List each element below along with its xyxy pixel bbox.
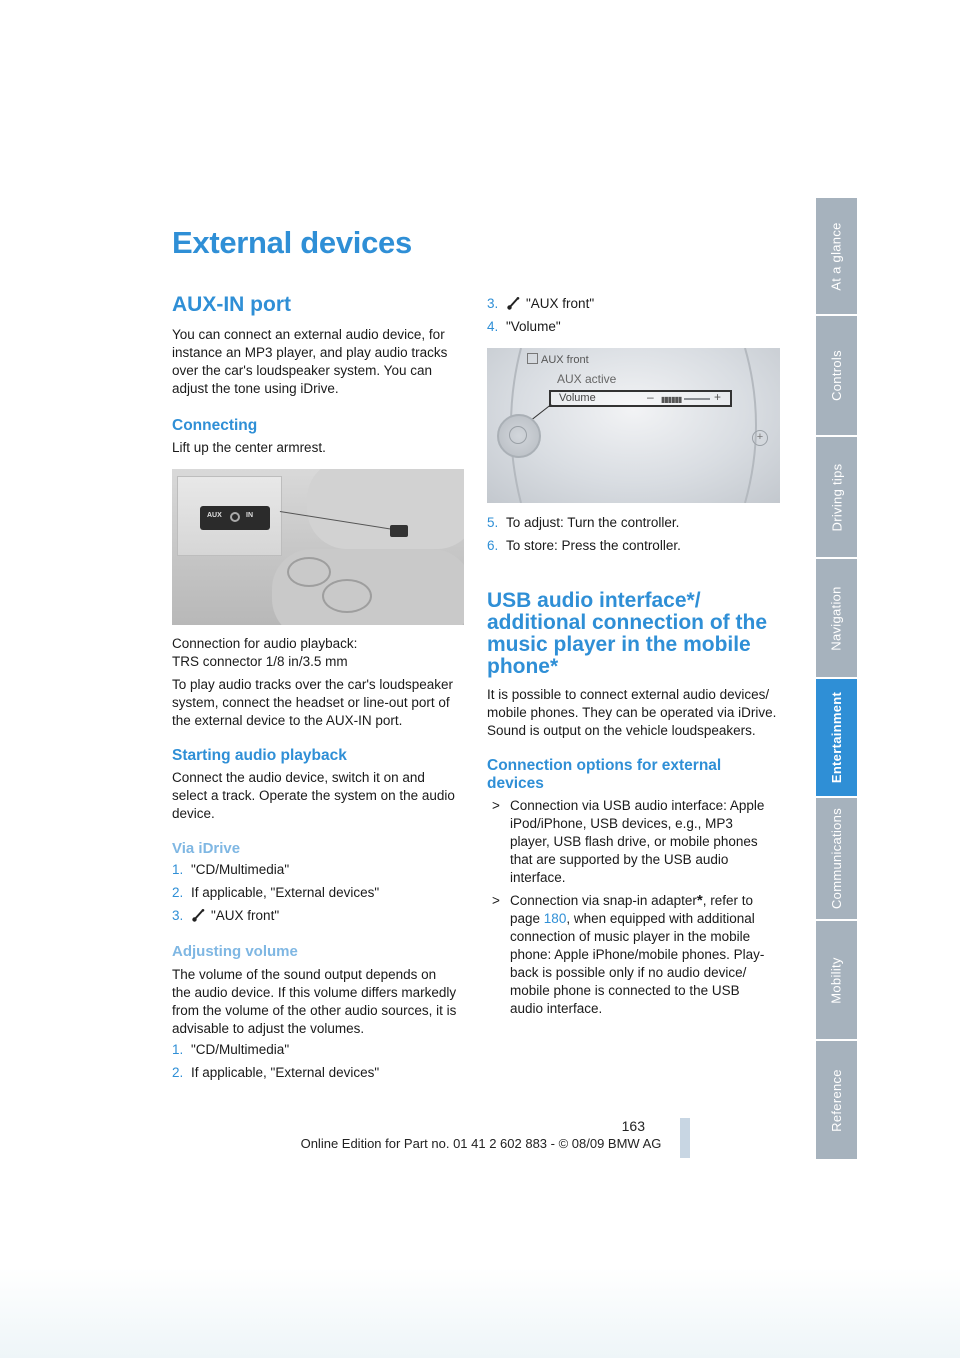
page-number: 163 (621, 1118, 645, 1134)
tab-driving-tips[interactable]: Driving tips (816, 437, 857, 557)
tab-at-a-glance[interactable]: At a glance (816, 198, 857, 314)
list-item: 2. If applicable, "External devices" (172, 1065, 380, 1080)
footer-band (0, 1268, 960, 1358)
usb-heading: USB audio interface*/ additional connection of the music player in the mobile phone* (487, 589, 767, 678)
adjusting-volume-heading: Adjusting volume (172, 943, 298, 960)
connection-options-heading: Connection options for external devices (487, 757, 722, 792)
play-text: To play audio tracks over the car's loudspeaker system, connect the headset or line-out port of the external device to the AUX-IN port. (172, 677, 453, 728)
usb-text: It is possible to connect external audio devices/ mobile phones. They can be operated via iDrive. Sound is output on the vehicle loudspeakers. (487, 687, 777, 738)
tab-reference[interactable]: Reference (816, 1041, 857, 1159)
list-item: 5. To adjust: Turn the controller. (487, 515, 680, 530)
tab-entertainment[interactable]: Entertainment (816, 679, 857, 796)
optional-star: * (696, 892, 703, 909)
list-item: > Connection via USB audio interface: Apple iPod/iPhone, USB devices, e.g., MP3 player, USB flash drive, or mobile phones that are supported by the USB audio interface. (492, 798, 765, 885)
via-idrive-steps (172, 861, 464, 925)
via-idrive-heading: Via iDrive (172, 840, 241, 857)
list-item: 3. "AUX front" (172, 908, 280, 923)
photo-caption: Connection for audio playback: TRS connector 1/8 in/3.5 mm (172, 636, 358, 669)
list-item: 4. "Volume" (487, 319, 561, 334)
list-item: > Connection via snap-in adapter*, refer to page 180, when equipped with additional connection of music player in the mobile phone: Apple iPhone/mobile phones. Play- back is possible only if no audio device/ mobile phone is connected to the USB audio interface. (492, 892, 765, 1016)
page-title: External devices (172, 225, 412, 260)
idrive-screen (487, 348, 780, 503)
aux-jack (390, 525, 408, 537)
starting-text: Connect the audio device, switch it on and select a track. Operate the system on the audio device. (172, 770, 455, 821)
tab-mobility[interactable]: Mobility (816, 921, 857, 1039)
list-item: 3. "AUX front" (487, 296, 595, 311)
aux-port-inset (177, 476, 282, 556)
top-steps (487, 295, 782, 336)
note-icon (191, 908, 207, 922)
menu-icon (527, 353, 538, 364)
aux-in-port-photo (172, 469, 464, 625)
bottom-steps (487, 514, 782, 555)
page-marker-bar (680, 1118, 690, 1158)
footer-text: Online Edition for Part no. 01 41 2 602 883 - © 08/09 BMW AG (300, 1136, 662, 1151)
adjusting-volume-text: The volume of the sound output depends on the audio device. If this volume differs markedly from the volume of the other audio sources, it is advisable to adjust the volumes. (172, 967, 457, 1036)
connecting-text: Lift up the center armrest. (172, 440, 326, 455)
connection-options-list (487, 797, 782, 1018)
aux-status: AUX active (557, 372, 617, 386)
volume-slider[interactable]: Volume – ▮▮▮▮▮▮ + (549, 390, 732, 407)
list-item: 1. "CD/Multimedia" (172, 862, 290, 877)
note-icon (506, 296, 522, 310)
tab-communications[interactable]: Communications (816, 798, 857, 919)
starting-heading: Starting audio playback (172, 747, 347, 764)
tab-navigation[interactable]: Navigation (816, 559, 857, 677)
aux-port: AUX IN (200, 506, 270, 530)
aux-in-intro: You can connect an external audio device, for instance an MP3 player, and play audio tracks over the car's loudspeaker system. You can adjust the tone using iDrive. (172, 327, 448, 396)
adjusting-steps (172, 1041, 464, 1082)
aux-in-heading: AUX-IN port (172, 293, 291, 316)
list-item: 2. If applicable, "External devices" (172, 885, 380, 900)
list-item: 1. "CD/Multimedia" (172, 1042, 290, 1057)
tab-controls[interactable]: Controls (816, 316, 857, 435)
connecting-heading: Connecting (172, 417, 258, 434)
screen-header: AUX front (527, 353, 589, 366)
plus-circle-icon: + (752, 430, 768, 446)
page-link[interactable]: 180 (543, 911, 567, 926)
list-item: 6. To store: Press the controller. (487, 538, 681, 553)
volume-level-icon: ▮▮▮▮▮▮ (661, 395, 682, 404)
controller-left-icon (497, 414, 541, 458)
